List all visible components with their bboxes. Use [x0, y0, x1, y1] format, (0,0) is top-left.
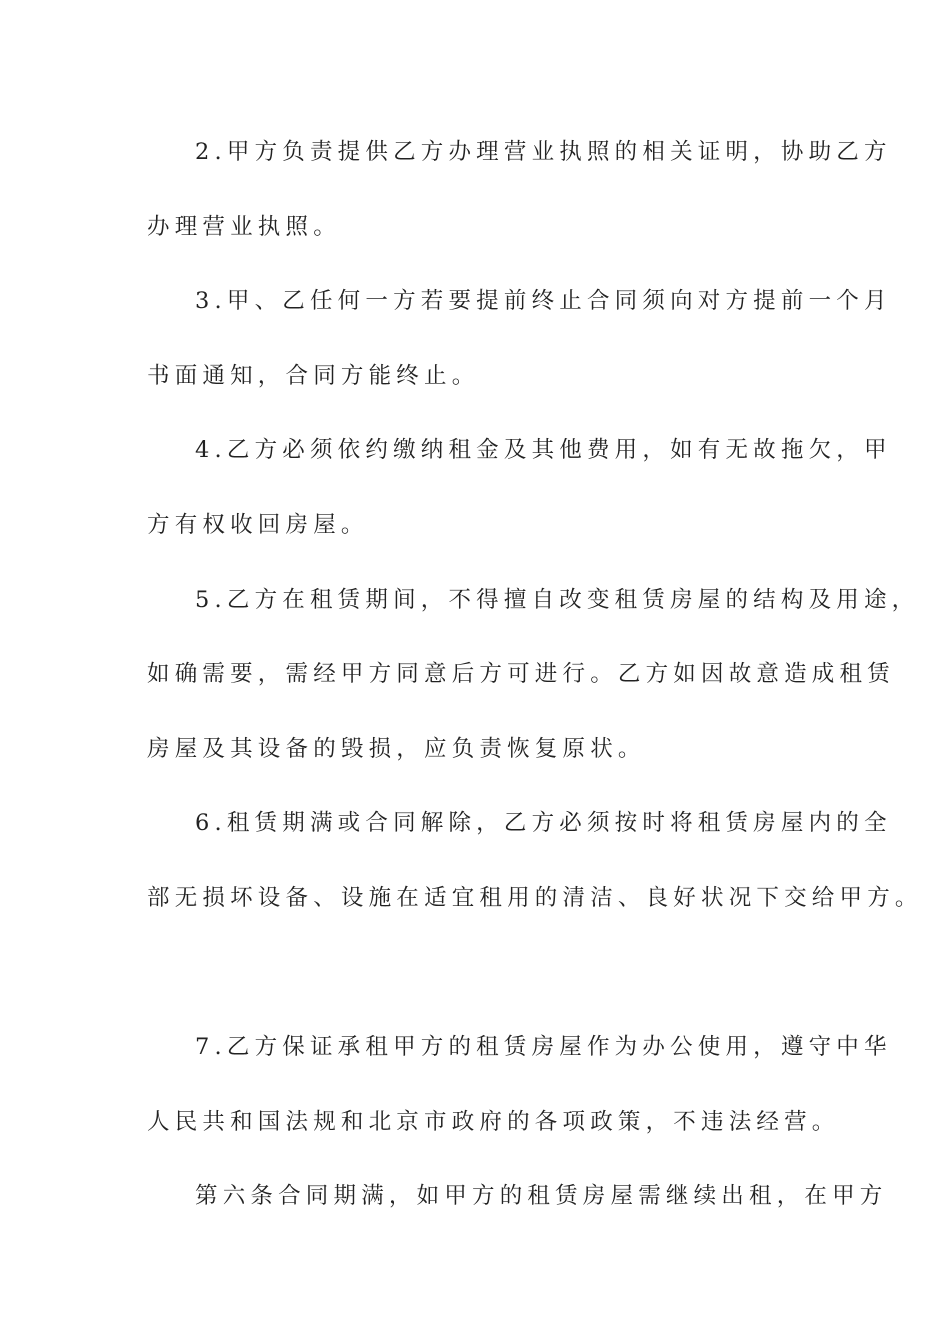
paragraph-line: 7.乙方保证承租甲方的租赁房屋作为办公使用，遵守中华: [195, 1034, 892, 1060]
paragraph-line: 如确需要，需经甲方同意后方可进行。乙方如因故意造成租赁: [147, 661, 895, 687]
paragraph-line: 第六条合同期满，如甲方的租赁房屋需继续出租，在甲方: [195, 1183, 888, 1209]
paragraph-line: 4.乙方必须依约缴纳租金及其他费用，如有无故拖欠，甲: [195, 437, 892, 463]
paragraph-line: 办理营业执照。: [147, 214, 341, 240]
paragraph-line: 书面通知，合同方能终止。: [147, 363, 480, 389]
paragraph-line: 部无损坏设备、设施在适宜租用的清洁、良好状况下交给甲方。: [147, 885, 923, 911]
paragraph-line: 人民共和国法规和北京市政府的各项政策，不违法经营。: [147, 1109, 840, 1135]
paragraph-line: 6.租赁期满或合同解除，乙方必须按时将租赁房屋内的全: [195, 810, 892, 836]
paragraph-line: 2.甲方负责提供乙方办理营业执照的相关证明，协助乙方: [195, 139, 892, 165]
paragraph-line: 房屋及其设备的毁损，应负责恢复原状。: [147, 736, 646, 762]
paragraph-line: 3.甲、乙任何一方若要提前终止合同须向对方提前一个月: [195, 288, 892, 314]
paragraph-line: 方有权收回房屋。: [147, 512, 369, 538]
paragraph-line: 5.乙方在租赁期间，不得擅自改变租赁房屋的结构及用途，: [195, 587, 920, 613]
